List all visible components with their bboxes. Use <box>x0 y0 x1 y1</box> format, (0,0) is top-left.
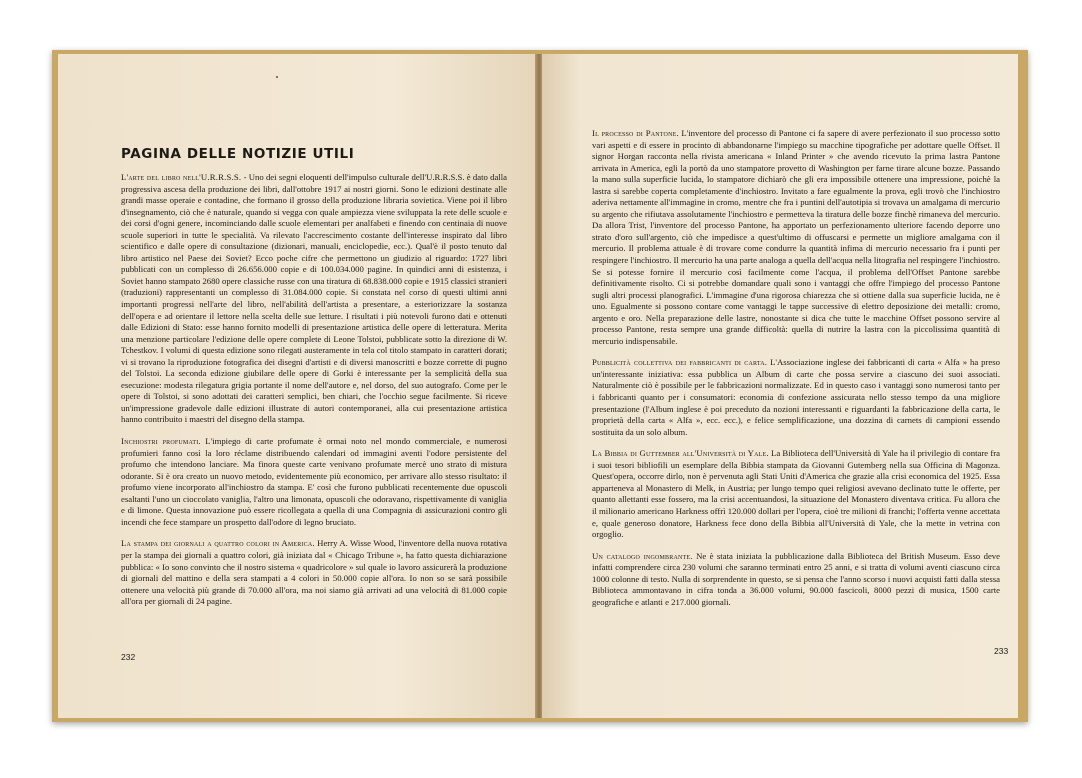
article-paragraph <box>121 436 507 528</box>
open-book <box>52 50 1028 722</box>
right-page <box>542 54 1018 718</box>
article-paragraph <box>592 448 1000 540</box>
article-body: La Biblioteca dell'Università di Yale ha il privilegio di contare fra i suoi tesori bibliofili un esemplare della Bibbia stampata da Giovanni Gutemberg nella sua Officina di Magonza. Quest'opera, occorre dirlo, non è pervenuta agli Stati Uniti d'America che grazie alla crisi economica del 1925. Essa apparteneva al Monastero di Melk, in Austria; per lungo tempo quei religiosi avevano declinato tutte le offerte, per quanto allettanti esse fossero, ma la crisi accentuandosi, la situazione del Monastero diventava critica. Fu allora che il milionario americano Harkness offrì 120.000 dollari per l'opera, cioè tre milioni di franchi; l'offerta venne accettata e, quale generoso donatore, Harkness fece dono della Bibbia all'Università di Yale, che la mette in vetrina con orgoglio. <box>592 448 1000 540</box>
article-paragraph <box>592 128 1000 347</box>
article-body: - Uno dei segni eloquenti dell'impulso culturale dell'U.R.R.S.S. è dato dalla progressiva ascesa della produzione dei libri, dall'ottobre 1917 ai nostri giorni. Sono le edizioni destinate alle grandi masse operaie e contadine, che formano il grosso della produzione libraria sovietica. Viene poi il libro d'insegnamento, ciò che è naturale, quando si vegga con quale ampiezza viene sviluppata la rete delle scuole e dei corsi d'ogni genere, incominciando dalle scuole elementari per analfabeti e finendo con centinaia di nuove scuole superiori in tutte le specialità. Va rilevato l'accrescimento costante dell'interesse inspirato dal libro scientifico e dalle opere di consultazione (dizionari, manuali, enciclopedie, ecc.). Qual'è il posto tenuto dal libro artistico nel Paese dei Soviet? Ecco poche cifre che permettono un giudizio al riguardo: 1727 libri pubblicati con un complesso di 26.656.000 copie e di 100.034.000 pagine. In quindici anni di esistenza, i Soviet hanno stampato 2680 opere classiche russe con una tiratura di 68.838.000 copie e 1915 classici stranieri (traduzioni) rappresentanti un complesso di 31.084.000 copie. Si constata nel corso di questi ultimi anni importanti progressi nell'arte del libro, nell'abilità dell'artista a presentare, a esteriorizzare la sostanza dell'opera e ad orientare il lettore nella scelta delle sue letture. I risultati i più notevoli furono dati e ottenuti dalle Edizioni di Stato: esse hanno fornito modelli di presentazione artistica delle opere di letteratura. Merita una menzione particolare l'edizione delle opere complete di Leone Tolstoi, pubblicate sotto la direzione di W. Tchestkov. I volumi di questa edizione sono rilegati austeramente in tela col titolo stampato in caratteri dorati; vi si trovano la riproduzione fotografica dei disegni d'artisti e di diversi manoscritti e bozze corrette di pugno del Tolstoi. La seconda edizione giubilare delle opere di Gorki è interessante per la semplicità della sua esecuzione: modesta rilegatura grigia portante il nome dell'autore e, nel dorso, del suo autografo. Come per le opere di Tolstoi, si sono adottati dei caratteri semplici, ben chiari, che l'occhio segue facilmente. Si riceve un'impressione gradevole dalle edizioni illustrate di autori contemporanei, alla cui presentazione artistica hanno contribuito i maestri del disegno della stampa. <box>121 172 507 425</box>
article-title: La stampa dei giornali a quattro colori in America. <box>121 538 315 549</box>
article-paragraph <box>592 357 1000 438</box>
article-body: Ne è stata iniziata la pubblicazione dalla Biblioteca del British Museum. Esso deve infatti comprendere circa 230 volumi che saranno terminati entro 25 anni, e si tratta di volumi aventi ciascuno circa 1000 colonne di testo. Nulla di sorprendente in questo, se si pensa che l'anno scorso i nuovi acquisti fatti dalla stessa Biblioteca ammontavano in cifra tonda a 36.000 volumi, 90.000 fascicoli, 8000 pezzi di musica, 1500 carte geografiche e atlanti e 217.000 giornali. <box>592 550 1000 607</box>
article-body: L'inventore del processo di Pantone ci fa sapere di avere perfezionato il suo processo sotto vari aspetti e di essere in procinto di abbandonarne l'impiego su macchine tipografiche per adottare quelle Offset. Il signor Horgan racconta nella rivista americana « Inland Printer » che avendo ricevuto la prima lastra Pantone arrivata in America, egli la portò da uno stampatore provetto di Washington per farne tirare alcune bozze. Passando la mano sulla superficie lucida, lo stampatore dichiarò che gli era impossibile ottenere una impressione, poichè la lastra si sarebbe coperta completamente d'inchiostro. Invitato a fare egualmente la prova, egli trovò che l'inchiostro aderiva nettamente all'immagine in cromo, mentre che fra i puntini dell'autotipia si trovava un amalgama di mercurio su argento che rifiutava assolutamente l'inchiostro e permetteva la tiratura delle bozze finchè rimaneva del mercurio. Da allora Trist, l'inventore del processo Pantone, ha apportato un perfezionamento ulteriore facendo deporre uno strato d'oro sull'argento, ciò che impedisce a quest'ultimo di offuscarsi e permette un migliore amalgama con il mercurio. Il problema attuale è di trovare come condurre la quantità infima di mercurio necessario fra i punti per respingere l'inchiostro. Il mercurio ha una parte analoga a quella dell'acqua nella litografia nel respingere l'inchiostro. Se si potesse fornire il mercurio così facilmente come l'acqua, il problema dell'Offset Pantone sarebbe definitivamente risolto. Ci si potrebbe domandare quali sono i vantaggi che offre l'impiego del processo Pantone sugli altri processi planografici. L'immagine d'una rigorosa chiarezza che si ottiene dalla sua superficie lucida, ne è uno. Egualmente si possono contare come vantaggi le tappe successive di elettro deposizione dei metalli: cromo, argento e oro. Nella preparazione delle lastre, nonostante si dica che tutte le macchine Offset possono servire al processo Pantone, resta sempre una grande difficoltà: quella di nutrire la lastra con la piccolissima quantità di mercurio indispensabile. <box>592 128 1000 346</box>
right-page-text <box>592 128 1000 608</box>
article-paragraph <box>592 551 1000 609</box>
article-paragraph <box>121 538 507 607</box>
article-paragraph <box>121 172 507 426</box>
article-body: L'Associazione inglese dei fabbricanti di carta « Alfa » ha preso un'interessante iniziativa: essa pubblica un Album di carte che possa servire a ciascuno dei suoi associati. Naturalmente ciò è possibile per le fabbricazioni normalizzate. Ed in questo caso i vantaggi sono numerosi tanto per i fabbricanti quanto per i consumatori: economia di confezione assicurata nello stesso tempo da una migliore presentazione (l'Album inglese è poi preceduto da nozioni interessanti e riguardanti la fabbricazione della carta, le proprietà della carta « Alfa », ecc. ecc.), e felice semplificazione, una dozzina di carnets di campioni essendo sostituita da un solo album. <box>592 357 1000 437</box>
page-speck <box>276 76 278 78</box>
article-title: L'arte del libro nell'U.R.R.S.S. <box>121 172 242 182</box>
left-page-text <box>121 146 507 608</box>
article-body: Herry A. Wisse Wood, l'inventore della nuova rotativa per la stampa dei giornali a quattro colori, già iniziata dal « Chicago Tribune », ha fatto questa dichiarazione pubblica: « Io sono convinto che il nostro sistema « quadricolore » sul quale io lavoro assicurerà la produzione di giornali del mattino e della sera stampati a 4 colori in 50.000 copie all'ora. Io non so se sarà possibile ottenere una velocità più grande di 70.000 all'ora, ma noi siamo già arrivati ad una velocità di 81.000 copie all'ora per giornali di 24 pagine. <box>121 538 507 607</box>
article-title: Un catalogo ingombrante. <box>592 550 693 561</box>
article-title: La Bibbia di Guttember all'Università di Yale. <box>592 448 769 459</box>
article-title: Inchiostri profumati. <box>121 436 201 447</box>
left-page <box>58 54 536 718</box>
page-number: 233 <box>994 646 1009 656</box>
page-number: 232 <box>121 652 136 662</box>
page-heading: PAGINA DELLE NOTIZIE UTILI <box>121 146 355 162</box>
article-title: Il processo di Pantone. <box>592 128 679 138</box>
article-body: L'impiego di carte profumate è ormai noto nel mondo commerciale, e numerosi profumieri fanno così la loro réclame distribuendo calendari od immagini aventi l'odore persistente del profumo che intendono lanciare. Ma finora queste carte venivano profumate mercè uno strato di mistura odorante. Si è ora creato un nuovo metodo, evidentemente più economico, per arrivare allo stesso risultato: il profumo viene incorporato all'inchiostro da stampa. E' così che furono pubblicati recentemente due opuscoli esaltanti l'uno un cioccolato vaniglia, l'altro una limonata, opuscoli che odoravano, rispettivamente di vaniglia e di limone. Questa innovazione può essere ricollegata a quella di una Compagnia di assicurazioni contro gli incendi che fece stampare un prospetto dall'odore di legno bruciato. <box>121 436 507 527</box>
article-title: Pubblicità collettiva dei fabbricanti di carta. <box>592 357 768 368</box>
